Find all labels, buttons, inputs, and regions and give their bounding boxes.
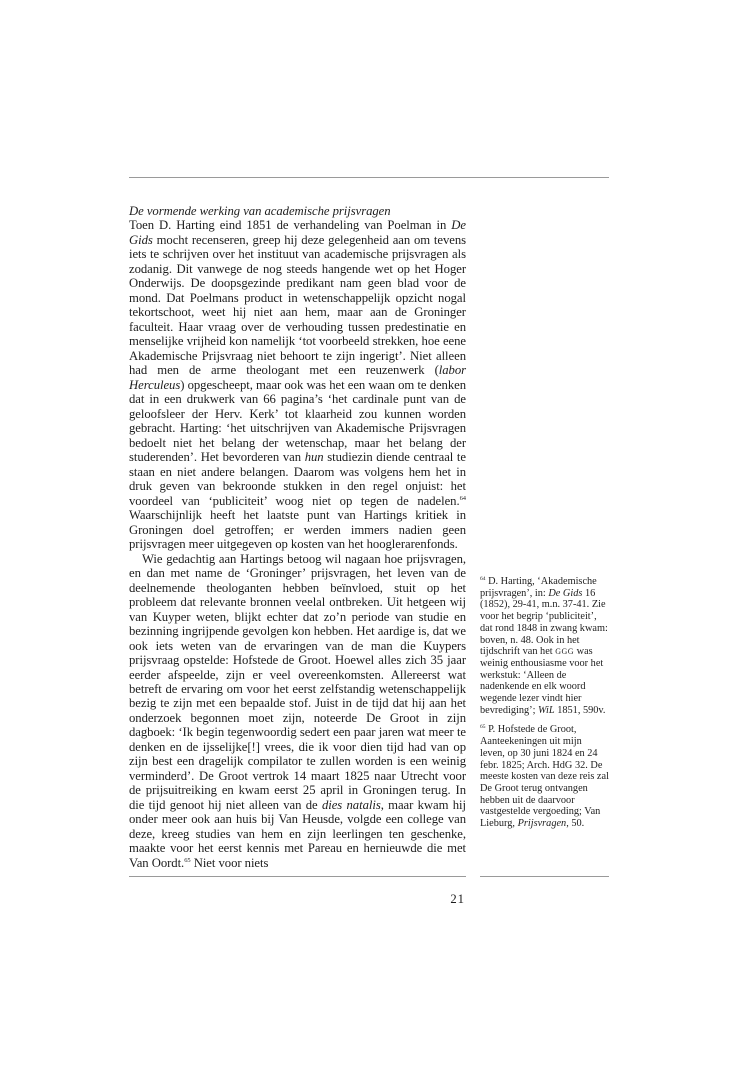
- footnote-ref-64[interactable]: 64: [459, 494, 466, 502]
- note-number: 65: [480, 724, 486, 731]
- note-text: 16 (1852), 29-41, m.n. 37-41. Zie voor het begrip ‘publiciteit’, dat rond 1848 in zwang kwam: boven, n. 48. Ook in het tijdschrift van het: [480, 587, 608, 658]
- margin-notes: [480, 576, 609, 838]
- bottom-rule-notes: [480, 876, 609, 877]
- note-text: , 50.: [566, 818, 585, 830]
- p2-italic-dies-natalis: dies natalis: [321, 797, 381, 812]
- p1-text-5: Waarschijnlijk heeft het laatste punt van Hartings kritiek in Groningen doel getroffen; er werden immers nadien geen prijsvragen meer uitgegeven op kosten van het hooglerarenfonds.: [129, 508, 466, 552]
- p1-text-1: Toen D. Harting eind 1851 de verhandeling van Poelman in: [129, 218, 452, 233]
- p1-italic-labor: labor Herculeus: [129, 363, 466, 392]
- paragraph-2: [129, 552, 466, 871]
- p1-text-2: mocht recenseren, greep hij deze gelegenheid aan om tevens iets te schrijven over het instituut van academische prijsvragen als zodanig. Dit vanwege de nog steeds hangende wet op het Hoger Onderwijs. De doopsgezinde predikant nam geen blad voor de mond. Dat Poelmans product in wetenschappelijk opzicht nogal tekortschoot, weet hij niet aan hem, maar aan de Groninger faculteit. Haar vraag over de verhouding tussen predestinatie en menselijke vrijheid kon namelijk ‘tot voorbeeld strekken, hoe eene Akademische Prijsvraag niet behoort te zijn ingerigt’. Niet alleen had men de arme theologant met een reuzenwerk (: [129, 232, 466, 378]
- note-64: [480, 576, 609, 716]
- bottom-rule-main: [129, 876, 466, 877]
- note-text: P. Hofstede de Groot, Aanteekeningen uit mijn leven, op 30 juni 1824 en 24 febr. 1825; Arch. HdG 32. De meeste kosten van deze reis zal De Groot terug ontvangen hebben uit de daarvoor vastgestelde vergoeding; Van Lieburg,: [480, 724, 609, 830]
- p1-text-3: ) opgescheept, maar ook was het een waan om te denken dat in een drukwerk van 66 pagina’s ‘het cardinale punt van de geloofsleer der Herv. Kerk’ tot klaarheid zou kunnen worden gebracht. Harting: ‘het uitschrijven van Akademische Prijsvragen bedoelt niet het belang der wetenschap, maar het belang der studerenden’. Het bevorderen van: [129, 377, 466, 465]
- p1-italic-de-gids: De Gids: [129, 218, 466, 247]
- p2-text-3: Niet voor niets: [190, 855, 269, 870]
- paragraph-1: [129, 218, 466, 551]
- note-65: [480, 724, 609, 829]
- note-italic: De Gids: [548, 587, 583, 599]
- footnote-ref-65[interactable]: 65: [184, 856, 191, 864]
- top-rule: [129, 177, 609, 178]
- section-heading: De vormende werking van academische prijsvragen: [129, 204, 391, 218]
- note-text: was weinig enthousiasme voor het werkstuk: ‘Alleen de nadenkende en elk woord wegende lezer vindt hier bevrediging’;: [480, 646, 604, 716]
- page-number: 21: [450, 892, 465, 906]
- note-text: 1851, 590v.: [554, 704, 606, 716]
- p2-text-2: , maar kwam hij onder meer ook aan huis bij Van Heusde, volgde een college van deze, kreeg studies van hem en zijn leerlingen ten geschenke, maakte voor het eerst kennis met Pareau en hernieuwde die met Van Oordt.: [129, 797, 466, 870]
- note-italic: WiL: [538, 704, 555, 716]
- note-smallcaps: GGG: [555, 647, 575, 657]
- p1-italic-hun: hun: [304, 450, 324, 465]
- note-text: D. Harting, ‘Akademische prijsvragen’, in:: [480, 576, 597, 599]
- note-number: 64: [480, 576, 486, 582]
- p1-text-4: studiezin diende centraal te staan en niet andere belangen. Daarom was volgens hem het in druk geven van bekroonde stukken in den regel onjuist: het voordeel van ‘publiciteit’ woog niet op tegen de nadelen.: [129, 450, 466, 508]
- p2-text-1: Wie gedachtig aan Hartings betoog wil nagaan hoe prijsvragen, en dan met name de ‘Groninger’ prijsvragen, het leven van de deelnemende theologanten hebben beïnvloed, stuit op het probleem dat relevante bronnen veelal ontbreken. Uit hetgeen wij van Kuyper weten, blijkt echter dat zo’n periode van studie en bezinning ingrijpende gevolgen kon hebben. Het aardige is, dat we ook iets weten van de ervaringen van de man die Kuypers prijsvraag opstelde: Hofstede de Groot. Hoewel alles zich 35 jaar eerder afspeelde, zijn er veel overeenkomsten. Allereerst wat betreft de ervaring om voor het eerst zelfstandig wetenschappelijk bezig te zijn met een bepaalde stof. Juist in de tijd dat hij aan het onderzoek begonnen moet zijn, noteerde De Groot in zijn dagboek: ‘Ik begin tegenwoordig sedert een paar jaren wat meer te denken en de ijsselijke[!] vrees, die ik voor dien tijd had van op zijn best een dragelijk compilator te zullen worden is een weinig verminderd’. De Groot vertrok 14 maart 1825 naar Utrecht voor de prijsuitreiking en kwam eerst 25 april in Groningen terug. In die tijd genoot hij niet alleen van de: [129, 551, 466, 812]
- main-text-column: [129, 204, 466, 870]
- note-italic: Prijsvragen: [517, 818, 567, 830]
